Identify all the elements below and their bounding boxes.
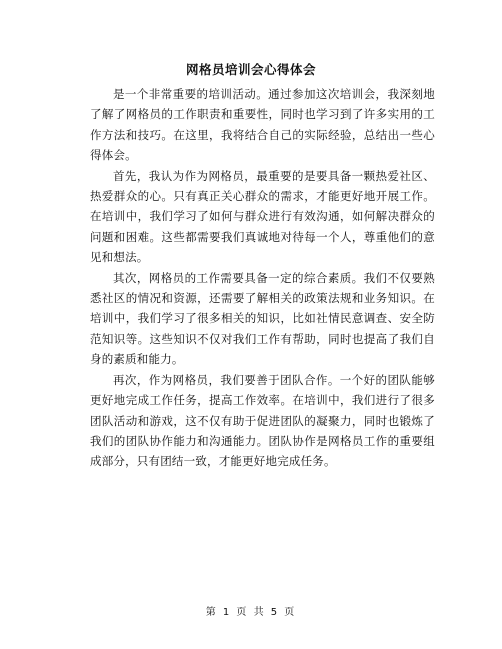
paragraph-third-point: 再次，作为网格员，我们要善于团队合作。一个好的团队能够更好地完成工作任务，提高工作效率。在培训中，我们进行了很多团队活动和游戏，这不仅有助于促进团队的凝聚力，同时也锻炼了我们的团队协作能力和沟通能力。团队协作是网格员工作的重要组成部分，只有团结一致，才能更好地完成任务。 <box>90 372 435 469</box>
paragraph-intro: 是一个非常重要的培训活动。通过参加这次培训会，我深刻地了解了网格员的工作职责和重要性，同时也学习到了许多实用的工作方法和技巧。在这里，我将结合自己的实际经验，总结出一些心得体会。 <box>90 87 435 163</box>
paragraph-first-point: 首先，我认为作为网格员，最重要的是要具备一颗热爱社区、热爱群众的心。只有真正关心群众的需求，才能更好地开展工作。在培训中，我们学习了如何与群众进行有效沟通，如何解决群众的问题和困难。这些都需要我们真诚地对待每一个人，尊重他们的意见和想法。 <box>90 168 435 265</box>
paragraph-second-point: 其次，网格员的工作需要具备一定的综合素质。我们不仅要熟悉社区的情况和资源，还需要了解相关的政策法规和业务知识。在培训中，我们学习了很多相关的知识，比如社情民意调查、安全防范知识等。这些知识不仅对我们工作有帮助，同时也提高了我们自身的素质和能力。 <box>90 270 435 367</box>
page-number-footer: 第 1 页 共 5 页 <box>205 607 297 618</box>
document-title: 网格员培训会心得体会 <box>185 62 316 77</box>
document-body <box>90 84 435 472</box>
